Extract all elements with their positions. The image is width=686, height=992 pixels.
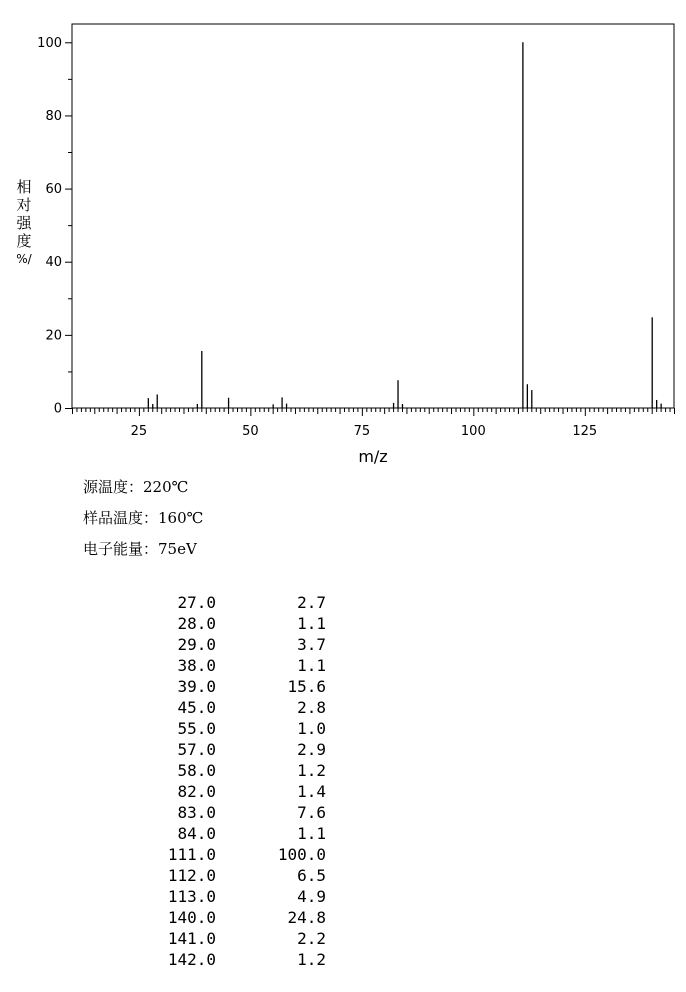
peak-intensity: 1.0	[297, 719, 326, 738]
peak-table-row	[150, 718, 326, 739]
source-temperature: 源温度：220℃	[83, 478, 189, 496]
peak-table	[150, 592, 326, 970]
peak-intensity: 2.9	[297, 740, 326, 759]
peak-intensity: 2.7	[297, 593, 326, 612]
y-tick-label: 60	[45, 182, 62, 198]
x-tick-label: 25	[130, 424, 148, 439]
x-tick-label: 75	[353, 424, 371, 439]
peak-mz: 28.0	[177, 614, 216, 633]
peak-mz: 142.0	[167, 950, 216, 969]
y-tick-label: 20	[45, 328, 62, 344]
peak-table-row	[150, 697, 326, 718]
peak-intensity: 6.5	[297, 866, 326, 885]
y-axis-label	[14, 178, 34, 268]
peak-intensity: 4.9	[297, 887, 326, 906]
peak-table-row	[150, 634, 326, 655]
spectrum-peaks	[148, 42, 661, 408]
y-tick-label: 40	[45, 255, 62, 271]
peak-mz: 39.0	[177, 677, 216, 696]
peak-intensity: 1.1	[297, 824, 326, 843]
peak-intensity: 1.1	[297, 614, 326, 633]
peak-mz: 140.0	[167, 908, 216, 927]
peak-intensity: 1.1	[297, 656, 326, 675]
peak-mz: 141.0	[167, 929, 216, 948]
x-axis	[73, 408, 675, 439]
y-axis	[37, 36, 72, 417]
peak-intensity: 1.2	[297, 950, 326, 969]
y-axis-label-char: 对	[16, 196, 32, 214]
y-tick-label: 80	[45, 108, 62, 124]
peak-mz: 58.0	[177, 761, 216, 780]
peak-intensity: 1.4	[297, 782, 326, 801]
peak-table-row	[150, 781, 326, 802]
peak-table-row	[150, 949, 326, 970]
y-axis-label-char: 度	[16, 232, 32, 250]
peak-table-row	[150, 802, 326, 823]
peak-mz: 45.0	[177, 698, 216, 717]
y-axis-label-char: %/	[16, 252, 32, 266]
peak-intensity: 1.2	[297, 761, 326, 780]
peak-table-row	[150, 865, 326, 886]
peak-mz: 29.0	[177, 635, 216, 654]
y-axis-label-char: 相	[16, 178, 32, 196]
mass-spectrum-chart	[0, 0, 686, 470]
peak-mz: 83.0	[177, 803, 216, 822]
peak-table-row	[150, 739, 326, 760]
peak-table-row	[150, 760, 326, 781]
plot-border	[72, 24, 674, 408]
sample-temperature: 样品温度：160℃	[83, 509, 204, 527]
x-tick-label: 100	[460, 424, 486, 439]
peak-table-row	[150, 676, 326, 697]
peak-intensity: 24.8	[287, 908, 326, 927]
peak-table-row	[150, 613, 326, 634]
x-tick-label: 50	[242, 424, 259, 439]
peak-table-row	[150, 823, 326, 844]
peak-mz: 111.0	[167, 845, 216, 864]
peak-table-row	[150, 844, 326, 865]
peak-mz: 27.0	[177, 593, 216, 612]
peak-mz: 57.0	[177, 740, 216, 759]
peak-intensity: 15.6	[287, 677, 326, 696]
peak-intensity: 2.8	[297, 698, 326, 717]
peak-mz: 55.0	[177, 719, 216, 738]
peak-intensity: 2.2	[297, 929, 326, 948]
peak-table-row	[150, 886, 326, 907]
peak-mz: 82.0	[177, 782, 216, 801]
peak-table-row	[150, 907, 326, 928]
electron-energy: 电子能量：75eV	[83, 540, 197, 558]
peak-table-row	[150, 592, 326, 613]
peak-mz: 84.0	[177, 824, 216, 843]
peak-intensity: 3.7	[297, 635, 326, 654]
y-tick-label: 100	[37, 35, 62, 51]
peak-table-row	[150, 655, 326, 676]
peak-mz: 113.0	[167, 887, 216, 906]
peak-mz: 38.0	[177, 656, 216, 675]
peak-intensity: 100.0	[277, 845, 326, 864]
x-axis-label: m/z	[358, 447, 388, 466]
plot-frame	[72, 24, 674, 408]
peak-table-row	[150, 928, 326, 949]
peak-intensity: 7.6	[297, 803, 326, 822]
x-tick-label: 125	[572, 424, 598, 439]
y-tick-label: 0	[53, 401, 62, 417]
y-axis-label-char: 强	[16, 214, 32, 232]
peak-mz: 112.0	[167, 866, 216, 885]
